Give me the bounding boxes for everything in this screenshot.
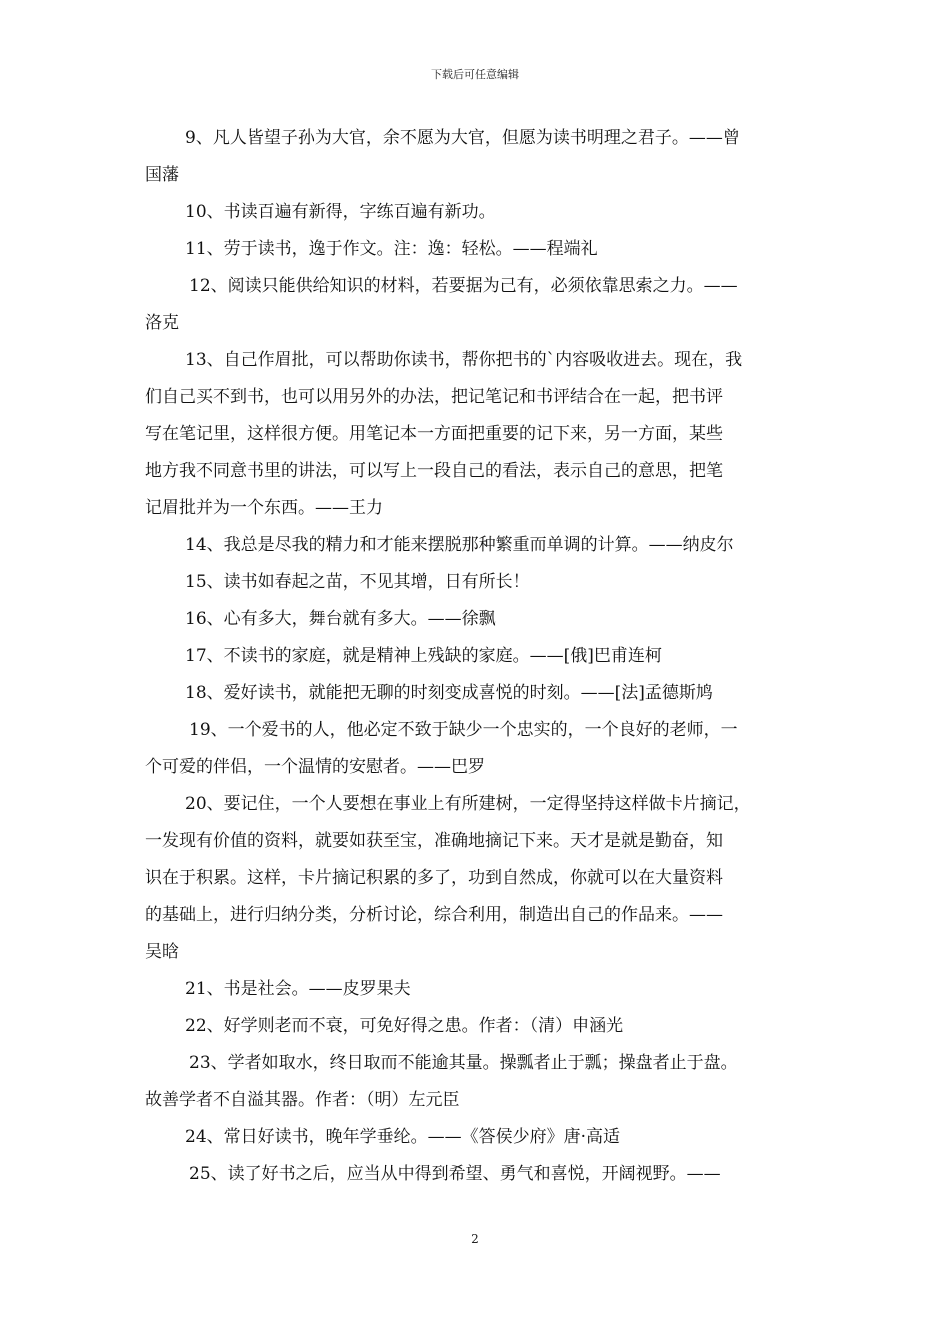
quote-line: 9、凡人皆望子孙为大官，余不愿为大官，但愿为读书明理之君子。——曾 <box>185 128 740 148</box>
quote-paragraph <box>145 675 810 712</box>
quote-line: 16、心有多大，舞台就有多大。——徐飘 <box>185 609 496 629</box>
quote-line: 个可爱的伴侣，一个温情的安慰者。——巴罗 <box>145 757 485 777</box>
quote-line: 20、要记住，一个人要想在事业上有所建树，一定得坚持这样做卡片摘记， <box>185 794 751 814</box>
quote-line: 15、读书如春起之苗，不见其增，日有所长！ <box>185 572 530 592</box>
quote-line: 13、自己作眉批，可以帮助你读书，帮你把书的`内容吸收进去。现在，我 <box>185 350 743 370</box>
quote-line: 国藩 <box>145 165 179 185</box>
quote-line: 11、劳于读书，逸于作文。注：逸：轻松。——程端礼 <box>185 239 598 259</box>
quote-paragraph <box>145 712 810 786</box>
quote-line: 17、不读书的家庭，就是精神上残缺的家庭。——[俄]巴甫连柯 <box>185 646 662 666</box>
quote-line: 24、常日好读书，晚年学垂纶。——《答侯少府》唐·高适 <box>185 1127 621 1147</box>
quote-line: 地方我不同意书里的讲法，可以写上一段自己的看法，表示自己的意思，把笔 <box>145 461 723 481</box>
quote-line: 记眉批并为一个东西。——王力 <box>145 498 383 518</box>
quote-line: 识在于积累。这样，卡片摘记积累的多了，功到自然成，你就可以在大量资料 <box>145 868 723 888</box>
quote-paragraph <box>145 268 810 342</box>
quote-line: 19、一个爱书的人，他必定不致于缺少一个忠实的，一个良好的老师，一 <box>189 720 738 740</box>
page-header: 下载后可任意编辑 <box>431 68 519 81</box>
quote-paragraph <box>145 564 810 601</box>
quote-paragraph <box>145 231 810 268</box>
quote-paragraph <box>145 527 810 564</box>
quote-paragraph <box>145 1119 810 1156</box>
quote-paragraph <box>145 786 810 971</box>
quote-paragraph <box>145 194 810 231</box>
quote-line: 14、我总是尽我的精力和才能来摆脱那种繁重而单调的计算。——纳皮尔 <box>185 535 734 555</box>
quote-paragraph <box>145 120 810 194</box>
quote-line: 故善学者不自溢其器。作者：（明）左元臣 <box>145 1090 460 1110</box>
quote-line: 洛克 <box>145 313 179 333</box>
quote-line: 12、阅读只能供给知识的材料，若要据为己有，必须依靠思索之力。—— <box>189 276 738 296</box>
quote-paragraph <box>145 1008 810 1045</box>
quote-paragraph <box>145 342 810 527</box>
quote-line: 22、好学则老而不衰，可免好得之患。作者：（清）申涵光 <box>185 1016 624 1036</box>
quote-line: 写在笔记里，这样很方便。用笔记本一方面把重要的记下来，另一方面，某些 <box>145 424 723 444</box>
quote-line: 18、爱好读书，就能把无聊的时刻变成喜悦的时刻。——[法]孟德斯鸠 <box>185 683 713 703</box>
quote-paragraph <box>145 601 810 638</box>
quote-line: 21、书是社会。——皮罗果夫 <box>185 979 411 999</box>
quote-line: 25、读了好书之后，应当从中得到希望、勇气和喜悦，开阔视野。—— <box>189 1164 721 1184</box>
quote-line: 一发现有价值的资料，就要如获至宝，准确地摘记下来。天才是就是勤奋，知 <box>145 831 723 851</box>
quote-line: 23、学者如取水，终日取而不能逾其量。操瓢者止于瓢；操盘者止于盘。 <box>189 1053 738 1073</box>
quote-paragraph <box>145 1156 810 1193</box>
page-number: 2 <box>471 1232 479 1246</box>
quote-line: 的基础上，进行归纳分类，分析讨论，综合利用，制造出自己的作品来。—— <box>145 905 723 925</box>
quote-line: 们自己买不到书，也可以用另外的办法，把记笔记和书评结合在一起，把书评 <box>145 387 723 407</box>
document-body <box>145 120 810 1193</box>
quote-line: 10、书读百遍有新得，字练百遍有新功。 <box>185 202 496 222</box>
quote-line: 吴晗 <box>145 942 179 962</box>
quote-paragraph <box>145 971 810 1008</box>
quote-paragraph <box>145 638 810 675</box>
quote-paragraph <box>145 1045 810 1119</box>
